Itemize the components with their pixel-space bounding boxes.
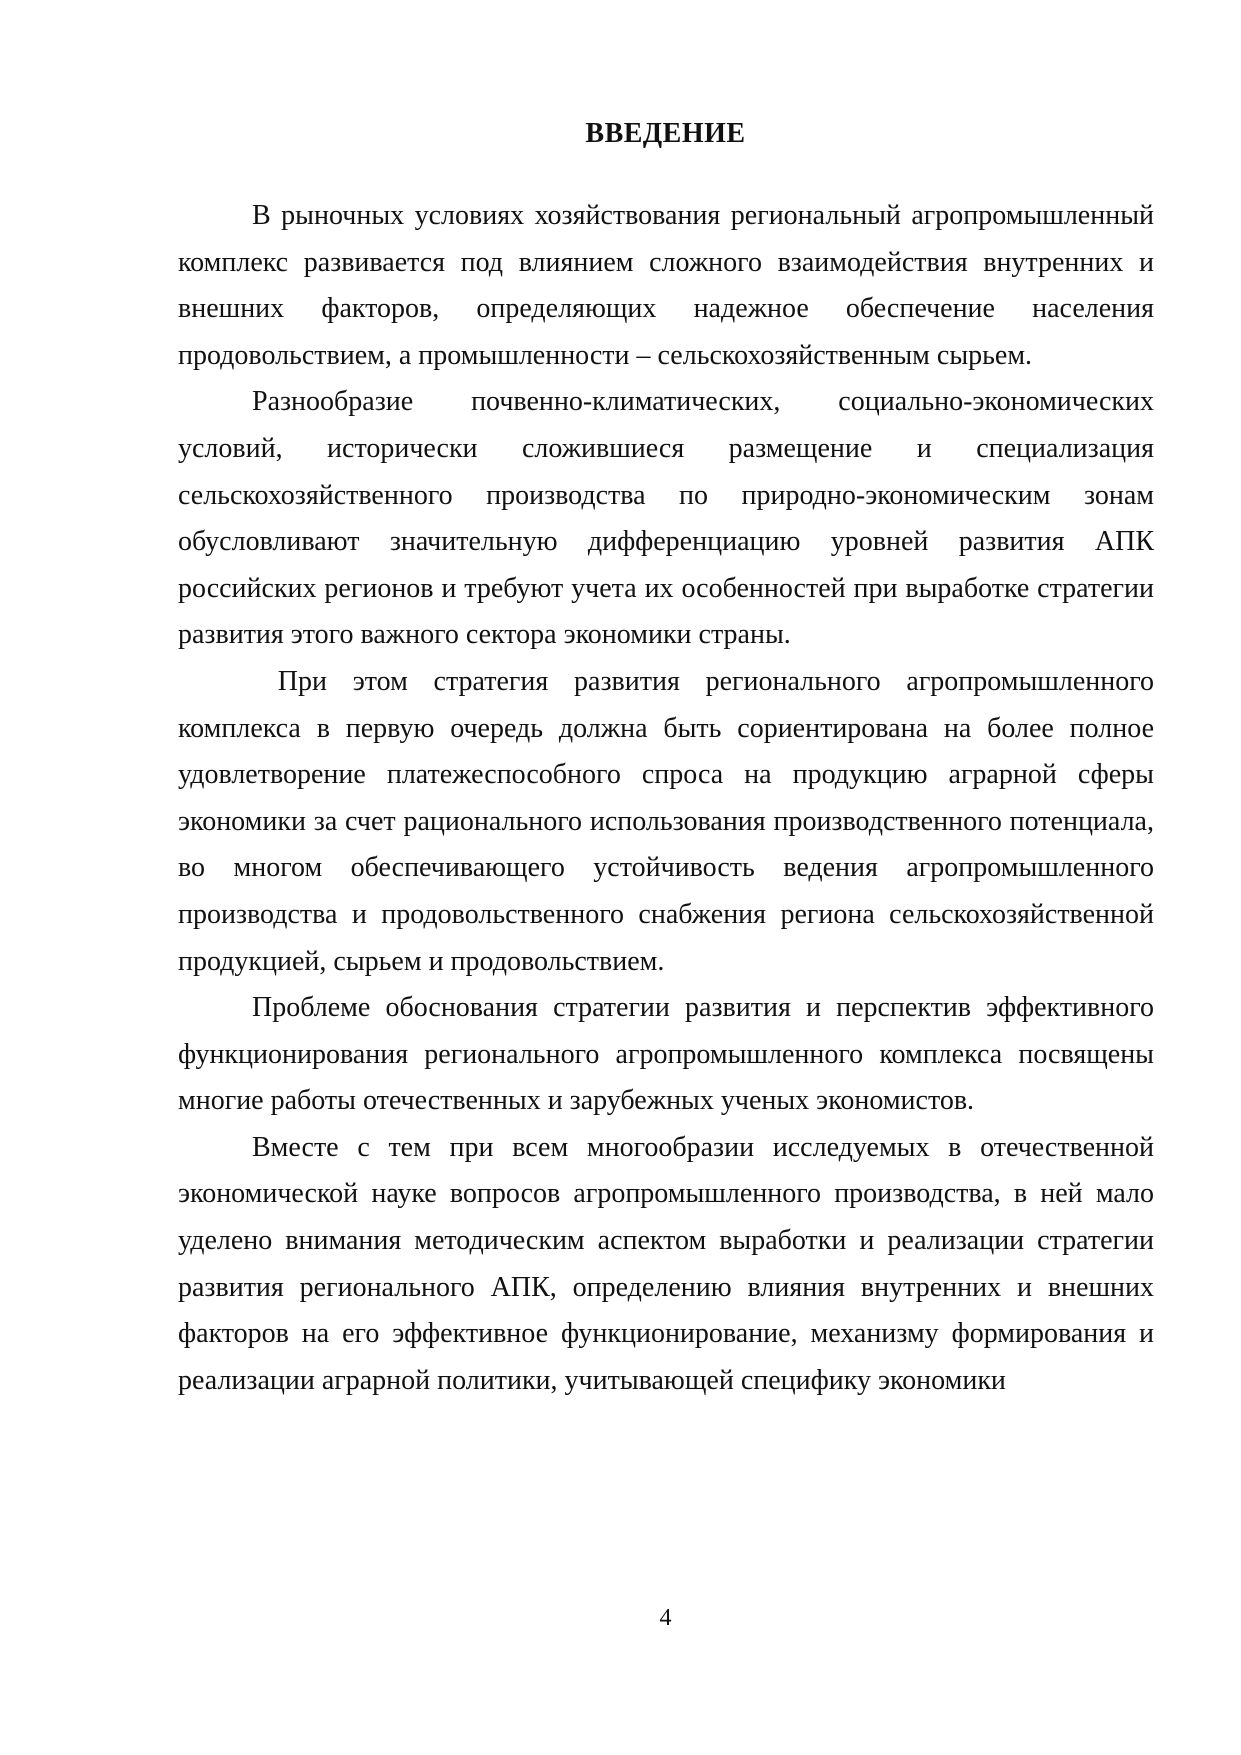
section-heading: ВВЕДЕНИЕ [585,118,746,149]
page-number: 4 [659,1605,672,1631]
paragraph-5: Вместе с тем при всем многообразии исследуемых в отечественной экономической науке вопросов агропромышленного производства, в ней мало уделено внимания методическим аспектом выработки и реализации стратегии развития регионального АПК, определению влияния внутренних и внешних факторов на его эффективное функционирование, механизму формирования и реализации аграрной политики, учитывающей специфику экономики [178,1131,1154,1396]
paragraph-1: В рыночных условиях хозяйствования региональный агропромышленный комплекс развивается под влиянием сложного взаимодействия внутренних и внешних факторов, определяющих надежное обеспечение населения продовольствием, а промышленности – сельскохозяйственным сырьем. [178,200,1154,371]
paragraph-3: При этом стратегия развития регионального агропромышленного комплекса в первую очередь должна быть сориентирована на более полное удовлетворение платежеспособного спроса на продукцию аграрной сферы экономики за счет рационального использования производственного потенциала, во многом обеспечивающего устойчивость ведения агропромышленного производства и продовольственного снабжения региона сельскохозяйственной продукцией, сырьем и продовольствием. [178,665,1162,977]
paragraph-2: Разнообразие почвенно-климатических, социально-экономических условий, исторически сложившиеся размещение и специализация сельскохозяйственного производства по природно-экономическим зонам обусловливают значительную дифференциацию уровней развития АПК российских регионов и требуют учета их особенностей при выработке стратегии развития этого важного сектора экономики страны. [178,386,1154,651]
paragraph-4: Проблеме обоснования стратегии развития и перспектив эффективного функционирования регионального агропромышленного комплекса посвящены многие работы отечественных и зарубежных ученых экономистов. [178,992,1154,1117]
document-body [178,193,1162,1404]
